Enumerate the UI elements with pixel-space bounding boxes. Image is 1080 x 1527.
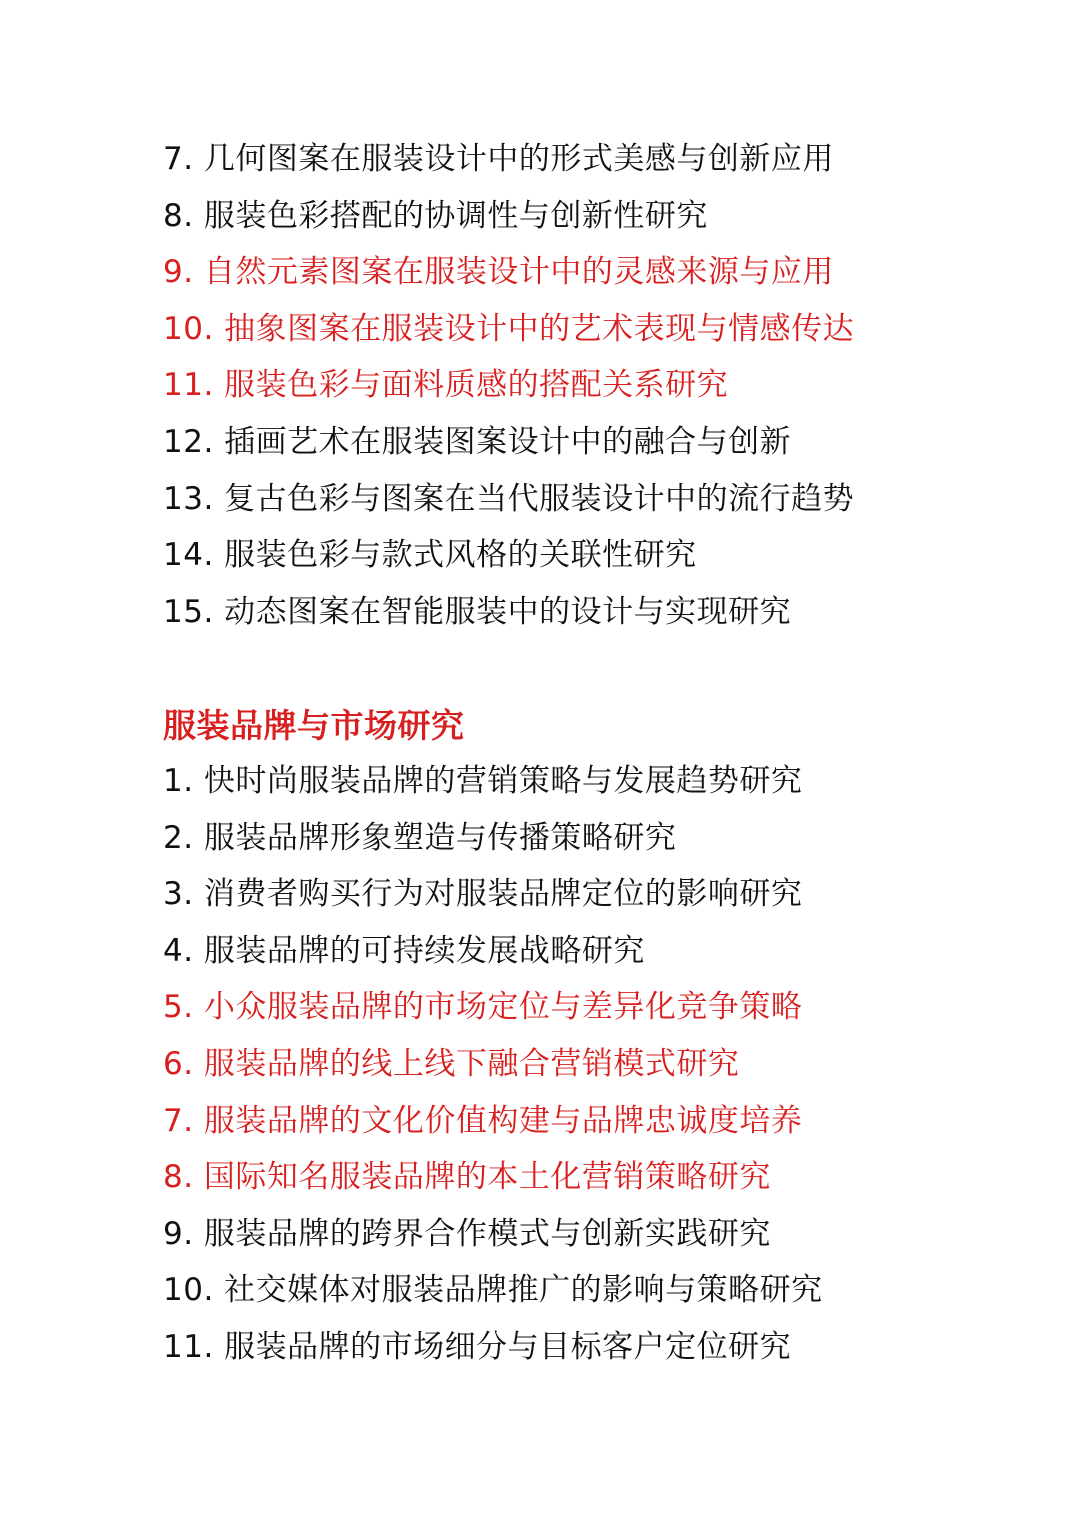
list-item: 7. 几何图案在服装设计中的形式美感与创新应用 bbox=[163, 141, 834, 177]
list-item: 5. 小众服装品牌的市场定位与差异化竞争策略 bbox=[163, 989, 803, 1026]
list-item: 1. 快时尚服装品牌的营销策略与发展趋势研究 bbox=[163, 763, 803, 799]
list-item: 6. 服装品牌的线上线下融合营销模式研究 bbox=[163, 1045, 740, 1082]
list-item: 3. 消费者购买行为对服装品牌定位的影响研究 bbox=[163, 876, 803, 913]
topic-list-brand-market bbox=[163, 753, 823, 1376]
list-item: 4. 服装品牌的可持续发展战略研究 bbox=[163, 932, 645, 969]
list-item: 2. 服装品牌形象塑造与传播策略研究 bbox=[163, 819, 677, 856]
list-item: 10. 社交媒体对服装品牌推广的影响与策略研究 bbox=[163, 1272, 823, 1309]
list-item: 7. 服装品牌的文化价值构建与品牌忠诚度培养 bbox=[163, 1102, 803, 1139]
list-item: 8. 国际知名服装品牌的本土化营销策略研究 bbox=[163, 1159, 771, 1196]
list-item: 11. 服装品牌的市场细分与目标客户定位研究 bbox=[163, 1328, 792, 1365]
topic-list-design bbox=[163, 131, 854, 640]
list-item: 8. 服装色彩搭配的协调性与创新性研究 bbox=[163, 197, 708, 234]
list-item: 12. 插画艺术在服装图案设计中的融合与创新 bbox=[163, 423, 792, 460]
list-item: 15. 动态图案在智能服装中的设计与实现研究 bbox=[163, 593, 792, 630]
list-item: 11. 服装色彩与面料质感的搭配关系研究 bbox=[163, 367, 729, 404]
list-item: 9. 服装品牌的跨界合作模式与创新实践研究 bbox=[163, 1215, 771, 1252]
list-item: 10. 抽象图案在服装设计中的艺术表现与情感传达 bbox=[163, 310, 855, 347]
section-heading: 服装品牌与市场研究 bbox=[163, 706, 465, 745]
list-item: 14. 服装色彩与款式风格的关联性研究 bbox=[163, 537, 697, 574]
list-item: 13. 复古色彩与图案在当代服装设计中的流行趋势 bbox=[163, 480, 855, 517]
list-item: 9. 自然元素图案在服装设计中的灵感来源与应用 bbox=[163, 254, 834, 291]
